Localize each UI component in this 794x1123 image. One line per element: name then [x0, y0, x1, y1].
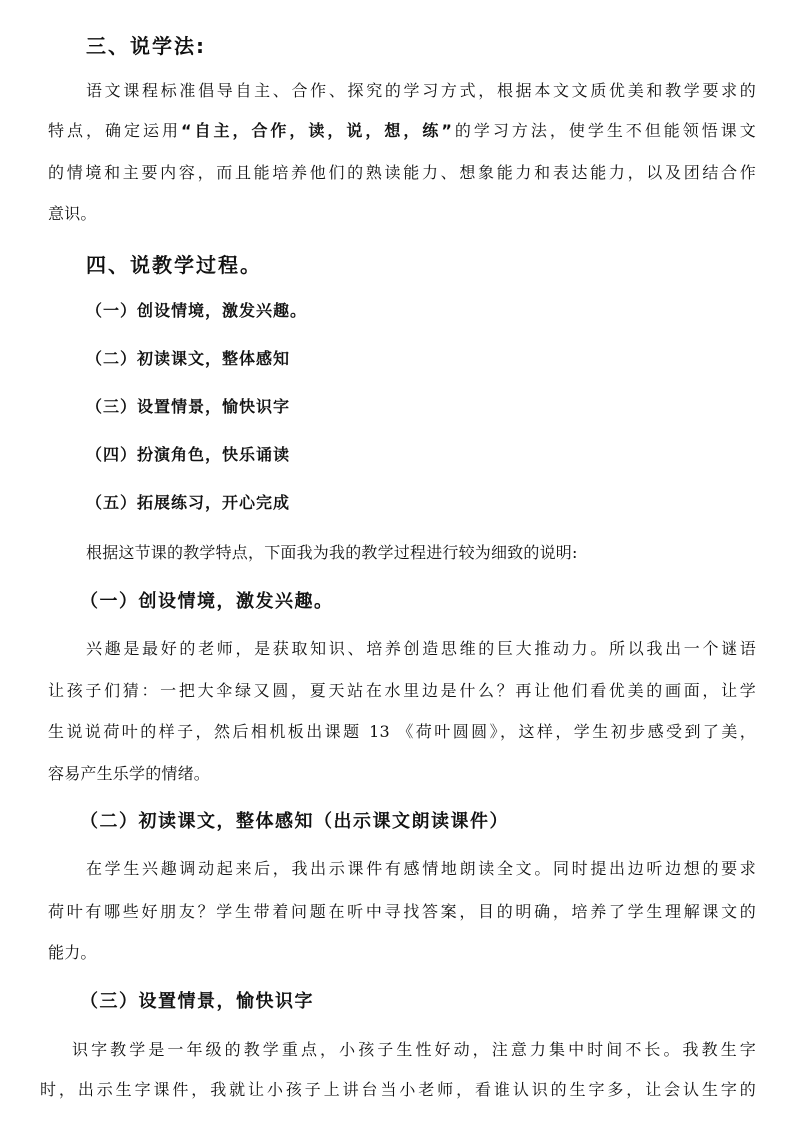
part1-line: 容易产生乐学的情绪。 [48, 764, 211, 783]
section4-heading: 四、说教学过程。 [86, 253, 262, 277]
section3-para-line: 的情境和主要内容，而且能培养他们的熟读能力、想象能力和表达能力，以及团结合作 [48, 163, 756, 182]
section3-para-text: 的学习方法，使学生不但能领悟课文 [452, 121, 756, 140]
part3-line: 时，出示生字课件，我就让小孩子上讲台当小老师，看谁认识的生字多，让会认生字的 [40, 1080, 756, 1099]
section3-para-line: 意识。 [48, 204, 97, 223]
step-item: （一）创设情境，激发兴趣。 [86, 301, 308, 320]
part1-line: 兴趣是最好的老师，是获取知识、培养创造思维的巨大推动力。所以我出一个谜语 [86, 639, 756, 658]
part2-line: 荷叶有哪些好朋友？学生带着问题在听中寻找答案，目的明确，培养了学生理解课文的 [48, 902, 756, 921]
part3-line: 识字教学是一年级的教学重点，小孩子生性好动，注意力集中时间不长。我教生字 [72, 1040, 756, 1059]
part3-heading: （三）设置情景，愉快识字 [80, 991, 314, 1012]
part1-heading: （一）创设情境，激发兴趣。 [80, 591, 334, 612]
section3-para-line: 语文课程标准倡导自主、合作、探究的学习方式，根据本文文质优美和教学要求的 [86, 81, 756, 100]
step-item: （二）初读课文，整体感知 [86, 349, 291, 368]
step-item: （三）设置情景，愉快识字 [86, 397, 291, 416]
part1-line: 让孩子们猜：一把大伞绿又圆，夏天站在水里边是什么？再让他们看优美的画面，让学 [48, 681, 756, 700]
part1-line: 生说说荷叶的样子，然后相机板出课题 13 《荷叶圆圆》，这样，学生初步感受到了美， [48, 722, 756, 741]
section3-para-text: 特点，确定运用 [48, 121, 181, 140]
method-emphasis: “自主，合作，读，说，想，练” [180, 121, 453, 140]
part2-line: 能力。 [48, 943, 97, 962]
part2-line: 在学生兴趣调动起来后，我出示课件有感情地朗读全文。同时提出边听边想的要求 [86, 859, 756, 878]
section3-para-line [48, 118, 756, 141]
process-intro: 根据这节课的教学特点，下面我为我的教学过程进行较为细致的说明: [86, 543, 578, 562]
step-item: （四）扮演角色，快乐诵读 [86, 445, 291, 464]
section3-heading: 三、说学法: [86, 34, 206, 58]
part2-heading: （二）初读课文，整体感知（出示课文朗读课件） [80, 811, 509, 832]
step-item: （五）拓展练习，开心完成 [86, 493, 291, 512]
